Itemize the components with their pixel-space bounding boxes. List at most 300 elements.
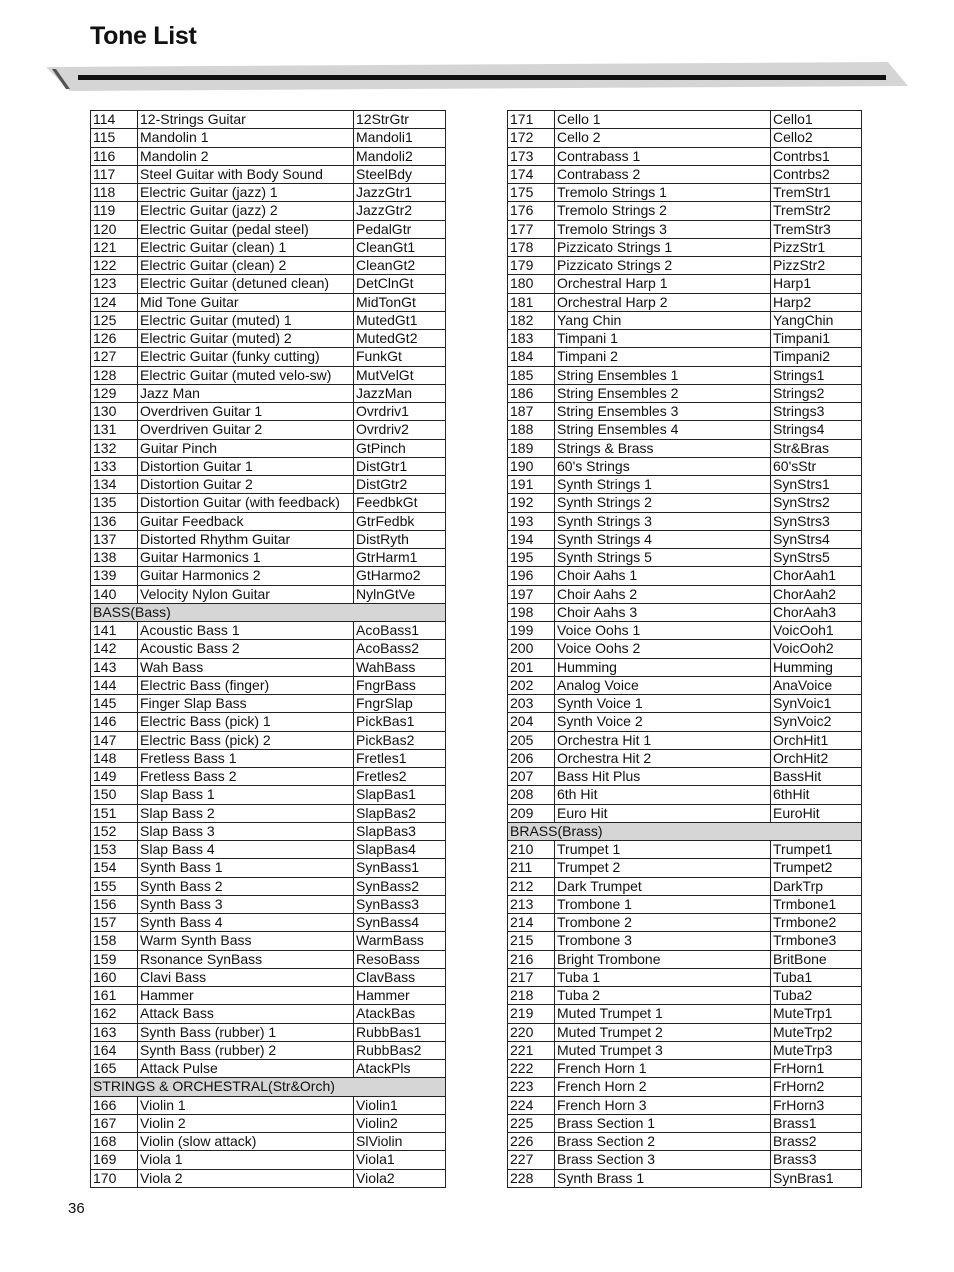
tone-name: Orchestral Harp 1 <box>555 275 771 293</box>
header-banner <box>0 60 954 94</box>
tone-number: 223 <box>508 1078 555 1096</box>
section-label: BASS(Bass) <box>91 603 446 621</box>
tone-short-name: PickBas1 <box>354 713 446 731</box>
tone-row <box>91 1023 446 1041</box>
tone-number: 166 <box>91 1096 138 1114</box>
tone-short-name: EuroHit <box>771 804 862 822</box>
tone-short-name: Strings3 <box>771 403 862 421</box>
tone-name: Tuba 2 <box>555 987 771 1005</box>
tone-number: 138 <box>91 549 138 567</box>
tone-short-name: SynStrs1 <box>771 476 862 494</box>
tone-number: 199 <box>508 622 555 640</box>
tone-number: 183 <box>508 330 555 348</box>
tone-row <box>91 932 446 950</box>
tone-short-name: ChorAah3 <box>771 603 862 621</box>
tone-short-name: Hammer <box>354 987 446 1005</box>
tone-short-name: AnaVoice <box>771 676 862 694</box>
tone-name: French Horn 1 <box>555 1060 771 1078</box>
tone-number: 132 <box>91 439 138 457</box>
tone-name: Guitar Feedback <box>138 512 354 530</box>
tone-name: Slap Bass 3 <box>138 822 354 840</box>
tone-name: Synth Bass 2 <box>138 877 354 895</box>
tone-row <box>508 676 862 694</box>
tone-row <box>91 1114 446 1132</box>
tone-number: 190 <box>508 457 555 475</box>
tone-short-name: Trumpet1 <box>771 841 862 859</box>
tone-row <box>508 1005 862 1023</box>
tone-number: 160 <box>91 968 138 986</box>
tone-short-name: SteelBdy <box>354 165 446 183</box>
tone-short-name: RubbBas1 <box>354 1023 446 1041</box>
tone-name: Violin 2 <box>138 1114 354 1132</box>
tone-short-name: CleanGt2 <box>354 257 446 275</box>
tone-number: 149 <box>91 768 138 786</box>
tone-short-name: Timpani2 <box>771 348 862 366</box>
tone-number: 189 <box>508 439 555 457</box>
tone-number: 204 <box>508 713 555 731</box>
tone-name: Warm Synth Bass <box>138 932 354 950</box>
tone-name: Electric Guitar (muted) 1 <box>138 311 354 329</box>
tone-short-name: Violin1 <box>354 1096 446 1114</box>
tone-row <box>91 549 446 567</box>
tone-row <box>91 1041 446 1059</box>
tone-name: Synth Strings 2 <box>555 494 771 512</box>
tone-row <box>508 1169 862 1187</box>
tone-number: 175 <box>508 184 555 202</box>
tone-number: 158 <box>91 932 138 950</box>
tone-name: Electric Guitar (clean) 1 <box>138 238 354 256</box>
tone-short-name: SynVoic2 <box>771 713 862 731</box>
tone-name: Electric Bass (pick) 2 <box>138 731 354 749</box>
tone-short-name: PedalGtr <box>354 220 446 238</box>
tone-short-name: SlapBas3 <box>354 822 446 840</box>
tone-name: Yang Chin <box>555 311 771 329</box>
tone-name: String Ensembles 4 <box>555 421 771 439</box>
tone-name: Cello 1 <box>555 111 771 129</box>
tone-short-name: DarkTrp <box>771 877 862 895</box>
tone-name: Pizzicato Strings 1 <box>555 238 771 256</box>
tone-name: Brass Section 2 <box>555 1133 771 1151</box>
tone-short-name: TremStr3 <box>771 220 862 238</box>
tone-row <box>91 512 446 530</box>
tone-row <box>91 695 446 713</box>
tone-row <box>508 895 862 913</box>
tone-short-name: Viola1 <box>354 1151 446 1169</box>
tone-short-name: Strings4 <box>771 421 862 439</box>
tone-name: Viola 1 <box>138 1151 354 1169</box>
tone-number: 215 <box>508 932 555 950</box>
tone-number: 159 <box>91 950 138 968</box>
tone-name: Hammer <box>138 987 354 1005</box>
tone-row <box>508 257 862 275</box>
tone-number: 192 <box>508 494 555 512</box>
tone-row <box>91 275 446 293</box>
tone-row <box>91 786 446 804</box>
tone-number: 217 <box>508 968 555 986</box>
tone-short-name: MuteTrp2 <box>771 1023 862 1041</box>
tone-row <box>91 567 446 585</box>
tone-row <box>508 1151 862 1169</box>
tone-name: Tremolo Strings 2 <box>555 202 771 220</box>
tone-short-name: PizzStr2 <box>771 257 862 275</box>
tone-row <box>508 1096 862 1114</box>
tone-row <box>91 585 446 603</box>
tone-short-name: OrchHit2 <box>771 749 862 767</box>
tone-number: 167 <box>91 1114 138 1132</box>
tone-name: Electric Bass (finger) <box>138 676 354 694</box>
tone-name: Contrabass 2 <box>555 165 771 183</box>
tone-short-name: Trumpet2 <box>771 859 862 877</box>
tone-name: Viola 2 <box>138 1169 354 1187</box>
tone-row <box>91 202 446 220</box>
tone-row <box>508 293 862 311</box>
tone-name: Guitar Harmonics 1 <box>138 549 354 567</box>
tone-short-name: Contrbs1 <box>771 147 862 165</box>
tone-number: 157 <box>91 914 138 932</box>
tone-name: Mandolin 1 <box>138 129 354 147</box>
tone-short-name: 60'sStr <box>771 457 862 475</box>
tone-name: Fretless Bass 2 <box>138 768 354 786</box>
tone-name: Analog Voice <box>555 676 771 694</box>
tone-short-name: Trmbone3 <box>771 932 862 950</box>
tone-number: 125 <box>91 311 138 329</box>
tone-row <box>91 822 446 840</box>
tone-short-name: Fretles1 <box>354 749 446 767</box>
tone-name: Acoustic Bass 2 <box>138 640 354 658</box>
tone-short-name: ResoBass <box>354 950 446 968</box>
tone-name: Brass Section 3 <box>555 1151 771 1169</box>
tone-short-name: GtPinch <box>354 439 446 457</box>
tone-number: 161 <box>91 987 138 1005</box>
tone-short-name: Tuba2 <box>771 987 862 1005</box>
tone-number: 163 <box>91 1023 138 1041</box>
tone-short-name: Harp2 <box>771 293 862 311</box>
tone-short-name: Strings2 <box>771 384 862 402</box>
tone-name: Overdriven Guitar 1 <box>138 403 354 421</box>
tone-row <box>91 184 446 202</box>
tone-number: 212 <box>508 877 555 895</box>
tone-row <box>508 914 862 932</box>
tone-name: String Ensembles 3 <box>555 403 771 421</box>
tone-name: Synth Strings 5 <box>555 549 771 567</box>
tone-number: 116 <box>91 147 138 165</box>
tone-number: 129 <box>91 384 138 402</box>
tone-row <box>508 165 862 183</box>
tone-short-name: MuteTrp1 <box>771 1005 862 1023</box>
tone-short-name: SynVoic1 <box>771 695 862 713</box>
tone-short-name: Brass2 <box>771 1133 862 1151</box>
tone-name: Attack Pulse <box>138 1060 354 1078</box>
tone-name: Choir Aahs 2 <box>555 585 771 603</box>
tone-name: Bass Hit Plus <box>555 768 771 786</box>
tone-name: Electric Guitar (muted) 2 <box>138 330 354 348</box>
tone-name: Trumpet 2 <box>555 859 771 877</box>
tone-short-name: DetClnGt <box>354 275 446 293</box>
tone-table-right <box>507 110 862 1188</box>
tone-name: Synth Bass 1 <box>138 859 354 877</box>
tone-short-name: Trmbone1 <box>771 895 862 913</box>
tone-row <box>508 950 862 968</box>
tone-row <box>508 476 862 494</box>
tone-name: Synth Brass 1 <box>555 1169 771 1187</box>
tone-short-name: WarmBass <box>354 932 446 950</box>
tone-name: Rsonance SynBass <box>138 950 354 968</box>
tone-name: Violin (slow attack) <box>138 1133 354 1151</box>
tone-row <box>508 384 862 402</box>
tone-name: Humming <box>555 658 771 676</box>
tone-short-name: FrHorn3 <box>771 1096 862 1114</box>
tone-number: 216 <box>508 950 555 968</box>
tone-number: 168 <box>91 1133 138 1151</box>
tone-short-name: 12StrGtr <box>354 111 446 129</box>
tone-short-name: DistGtr1 <box>354 457 446 475</box>
tone-row <box>508 786 862 804</box>
tone-number: 181 <box>508 293 555 311</box>
tone-number: 143 <box>91 658 138 676</box>
tone-short-name: Str&Bras <box>771 439 862 457</box>
tone-row <box>91 311 446 329</box>
tone-number: 144 <box>91 676 138 694</box>
tone-short-name: Trmbone2 <box>771 914 862 932</box>
tone-number: 147 <box>91 731 138 749</box>
tone-name: Orchestra Hit 2 <box>555 749 771 767</box>
tone-row <box>91 220 446 238</box>
tone-short-name: TremStr1 <box>771 184 862 202</box>
tone-short-name: Ovrdriv1 <box>354 403 446 421</box>
tone-number: 151 <box>91 804 138 822</box>
tone-number: 188 <box>508 421 555 439</box>
tone-short-name: JazzGtr1 <box>354 184 446 202</box>
tone-short-name: Cello1 <box>771 111 862 129</box>
tone-row <box>508 658 862 676</box>
tone-name: Wah Bass <box>138 658 354 676</box>
tone-number: 155 <box>91 877 138 895</box>
tone-number: 162 <box>91 1005 138 1023</box>
tone-number: 142 <box>91 640 138 658</box>
tone-short-name: SynStrs4 <box>771 530 862 548</box>
tone-number: 130 <box>91 403 138 421</box>
tone-short-name: SynBass2 <box>354 877 446 895</box>
tone-name: Electric Guitar (detuned clean) <box>138 275 354 293</box>
tone-short-name: VoicOoh1 <box>771 622 862 640</box>
tone-name: Electric Guitar (clean) 2 <box>138 257 354 275</box>
tone-row <box>508 603 862 621</box>
tone-name: Synth Bass (rubber) 2 <box>138 1041 354 1059</box>
tone-short-name: SlapBas4 <box>354 841 446 859</box>
tone-name: Trumpet 1 <box>555 841 771 859</box>
tone-name: 6th Hit <box>555 786 771 804</box>
tone-name: Synth Strings 1 <box>555 476 771 494</box>
tone-short-name: GtrFedbk <box>354 512 446 530</box>
tone-row <box>508 129 862 147</box>
tone-name: Attack Bass <box>138 1005 354 1023</box>
tone-row <box>91 457 446 475</box>
tone-row <box>508 695 862 713</box>
tone-number: 135 <box>91 494 138 512</box>
tone-name: Dark Trumpet <box>555 877 771 895</box>
tone-short-name: MutedGt2 <box>354 330 446 348</box>
tone-row <box>91 914 446 932</box>
tone-number: 150 <box>91 786 138 804</box>
tone-name: Finger Slap Bass <box>138 695 354 713</box>
tone-short-name: AcoBass2 <box>354 640 446 658</box>
tone-short-name: YangChin <box>771 311 862 329</box>
tone-row <box>91 731 446 749</box>
tone-row <box>508 987 862 1005</box>
tone-number: 180 <box>508 275 555 293</box>
tone-row <box>508 494 862 512</box>
tone-row <box>508 421 862 439</box>
tone-name: Voice Oohs 1 <box>555 622 771 640</box>
tone-name: Synth Bass 3 <box>138 895 354 913</box>
tone-number: 126 <box>91 330 138 348</box>
tone-number: 154 <box>91 859 138 877</box>
tone-number: 202 <box>508 676 555 694</box>
tone-row <box>508 111 862 129</box>
tone-name: Velocity Nylon Guitar <box>138 585 354 603</box>
tone-name: Slap Bass 4 <box>138 841 354 859</box>
tone-row <box>91 859 446 877</box>
section-header-row <box>91 1078 446 1096</box>
tone-number: 139 <box>91 567 138 585</box>
tone-row <box>508 640 862 658</box>
tone-short-name: AtackBas <box>354 1005 446 1023</box>
tone-name: Guitar Harmonics 2 <box>138 567 354 585</box>
tone-short-name: FunkGt <box>354 348 446 366</box>
tone-number: 221 <box>508 1041 555 1059</box>
tone-name: Mid Tone Guitar <box>138 293 354 311</box>
tone-short-name: DistGtr2 <box>354 476 446 494</box>
tone-row <box>508 932 862 950</box>
tone-short-name: JazzMan <box>354 384 446 402</box>
tone-short-name: MutedGt1 <box>354 311 446 329</box>
tone-short-name: WahBass <box>354 658 446 676</box>
tone-row <box>508 220 862 238</box>
tone-row <box>91 895 446 913</box>
tone-number: 153 <box>91 841 138 859</box>
tone-short-name: AcoBass1 <box>354 622 446 640</box>
tone-number: 136 <box>91 512 138 530</box>
tone-number: 148 <box>91 749 138 767</box>
tone-number: 127 <box>91 348 138 366</box>
tone-short-name: FngrSlap <box>354 695 446 713</box>
tone-row <box>508 877 862 895</box>
tone-short-name: FrHorn1 <box>771 1060 862 1078</box>
tone-short-name: SynStrs2 <box>771 494 862 512</box>
tone-number: 169 <box>91 1151 138 1169</box>
tone-row <box>508 749 862 767</box>
tone-number: 220 <box>508 1023 555 1041</box>
tone-number: 117 <box>91 165 138 183</box>
tone-short-name: Tuba1 <box>771 968 862 986</box>
tone-number: 210 <box>508 841 555 859</box>
tone-name: Choir Aahs 1 <box>555 567 771 585</box>
tone-table-left <box>90 110 446 1188</box>
tone-name: 12-Strings Guitar <box>138 111 354 129</box>
tone-short-name: Mandoli2 <box>354 147 446 165</box>
tone-row <box>508 713 862 731</box>
tone-row <box>508 841 862 859</box>
tone-number: 203 <box>508 695 555 713</box>
tone-number: 185 <box>508 366 555 384</box>
tone-row <box>91 768 446 786</box>
tone-name: Electric Guitar (muted velo-sw) <box>138 366 354 384</box>
tone-number: 176 <box>508 202 555 220</box>
tone-name: Trombone 1 <box>555 895 771 913</box>
tone-number: 198 <box>508 603 555 621</box>
tone-row <box>508 731 862 749</box>
tone-short-name: FeedbkGt <box>354 494 446 512</box>
tone-row <box>91 476 446 494</box>
tone-name: Euro Hit <box>555 804 771 822</box>
tone-row <box>508 1078 862 1096</box>
tone-name: Timpani 2 <box>555 348 771 366</box>
tone-number: 114 <box>91 111 138 129</box>
tone-short-name: Harp1 <box>771 275 862 293</box>
tone-row <box>91 749 446 767</box>
tone-row <box>91 129 446 147</box>
tone-row <box>508 1114 862 1132</box>
tone-number: 227 <box>508 1151 555 1169</box>
tone-name: String Ensembles 1 <box>555 366 771 384</box>
tone-name: French Horn 3 <box>555 1096 771 1114</box>
tone-short-name: TremStr2 <box>771 202 862 220</box>
tone-number: 182 <box>508 311 555 329</box>
tone-name: Brass Section 1 <box>555 1114 771 1132</box>
tone-number: 179 <box>508 257 555 275</box>
tone-row <box>91 713 446 731</box>
tone-name: Muted Trumpet 1 <box>555 1005 771 1023</box>
tone-name: Overdriven Guitar 2 <box>138 421 354 439</box>
tone-row <box>91 1005 446 1023</box>
tone-name: String Ensembles 2 <box>555 384 771 402</box>
tone-short-name: FngrBass <box>354 676 446 694</box>
tone-row <box>91 1060 446 1078</box>
tone-number: 209 <box>508 804 555 822</box>
tone-row <box>508 238 862 256</box>
tone-number: 137 <box>91 530 138 548</box>
tone-row <box>508 567 862 585</box>
tone-number: 134 <box>91 476 138 494</box>
tone-number: 140 <box>91 585 138 603</box>
tone-name: Distortion Guitar (with feedback) <box>138 494 354 512</box>
tone-name: Pizzicato Strings 2 <box>555 257 771 275</box>
tone-short-name: CleanGt1 <box>354 238 446 256</box>
tone-number: 118 <box>91 184 138 202</box>
tone-name: Slap Bass 2 <box>138 804 354 822</box>
tone-row <box>91 968 446 986</box>
tone-name: Distortion Guitar 1 <box>138 457 354 475</box>
tone-row <box>508 1041 862 1059</box>
tone-short-name: Strings1 <box>771 366 862 384</box>
tone-name: Steel Guitar with Body Sound <box>138 165 354 183</box>
tone-number: 128 <box>91 366 138 384</box>
tone-number: 226 <box>508 1133 555 1151</box>
tone-number: 205 <box>508 731 555 749</box>
tone-name: Tremolo Strings 1 <box>555 184 771 202</box>
tone-row <box>508 768 862 786</box>
tone-short-name: BassHit <box>771 768 862 786</box>
tone-short-name: SlapBas2 <box>354 804 446 822</box>
tone-name: Synth Voice 2 <box>555 713 771 731</box>
tone-short-name: JazzGtr2 <box>354 202 446 220</box>
tone-row <box>508 403 862 421</box>
tone-row <box>91 147 446 165</box>
tone-number: 222 <box>508 1060 555 1078</box>
tone-name: Distorted Rhythm Guitar <box>138 530 354 548</box>
tone-number: 225 <box>508 1114 555 1132</box>
tone-name: Muted Trumpet 2 <box>555 1023 771 1041</box>
